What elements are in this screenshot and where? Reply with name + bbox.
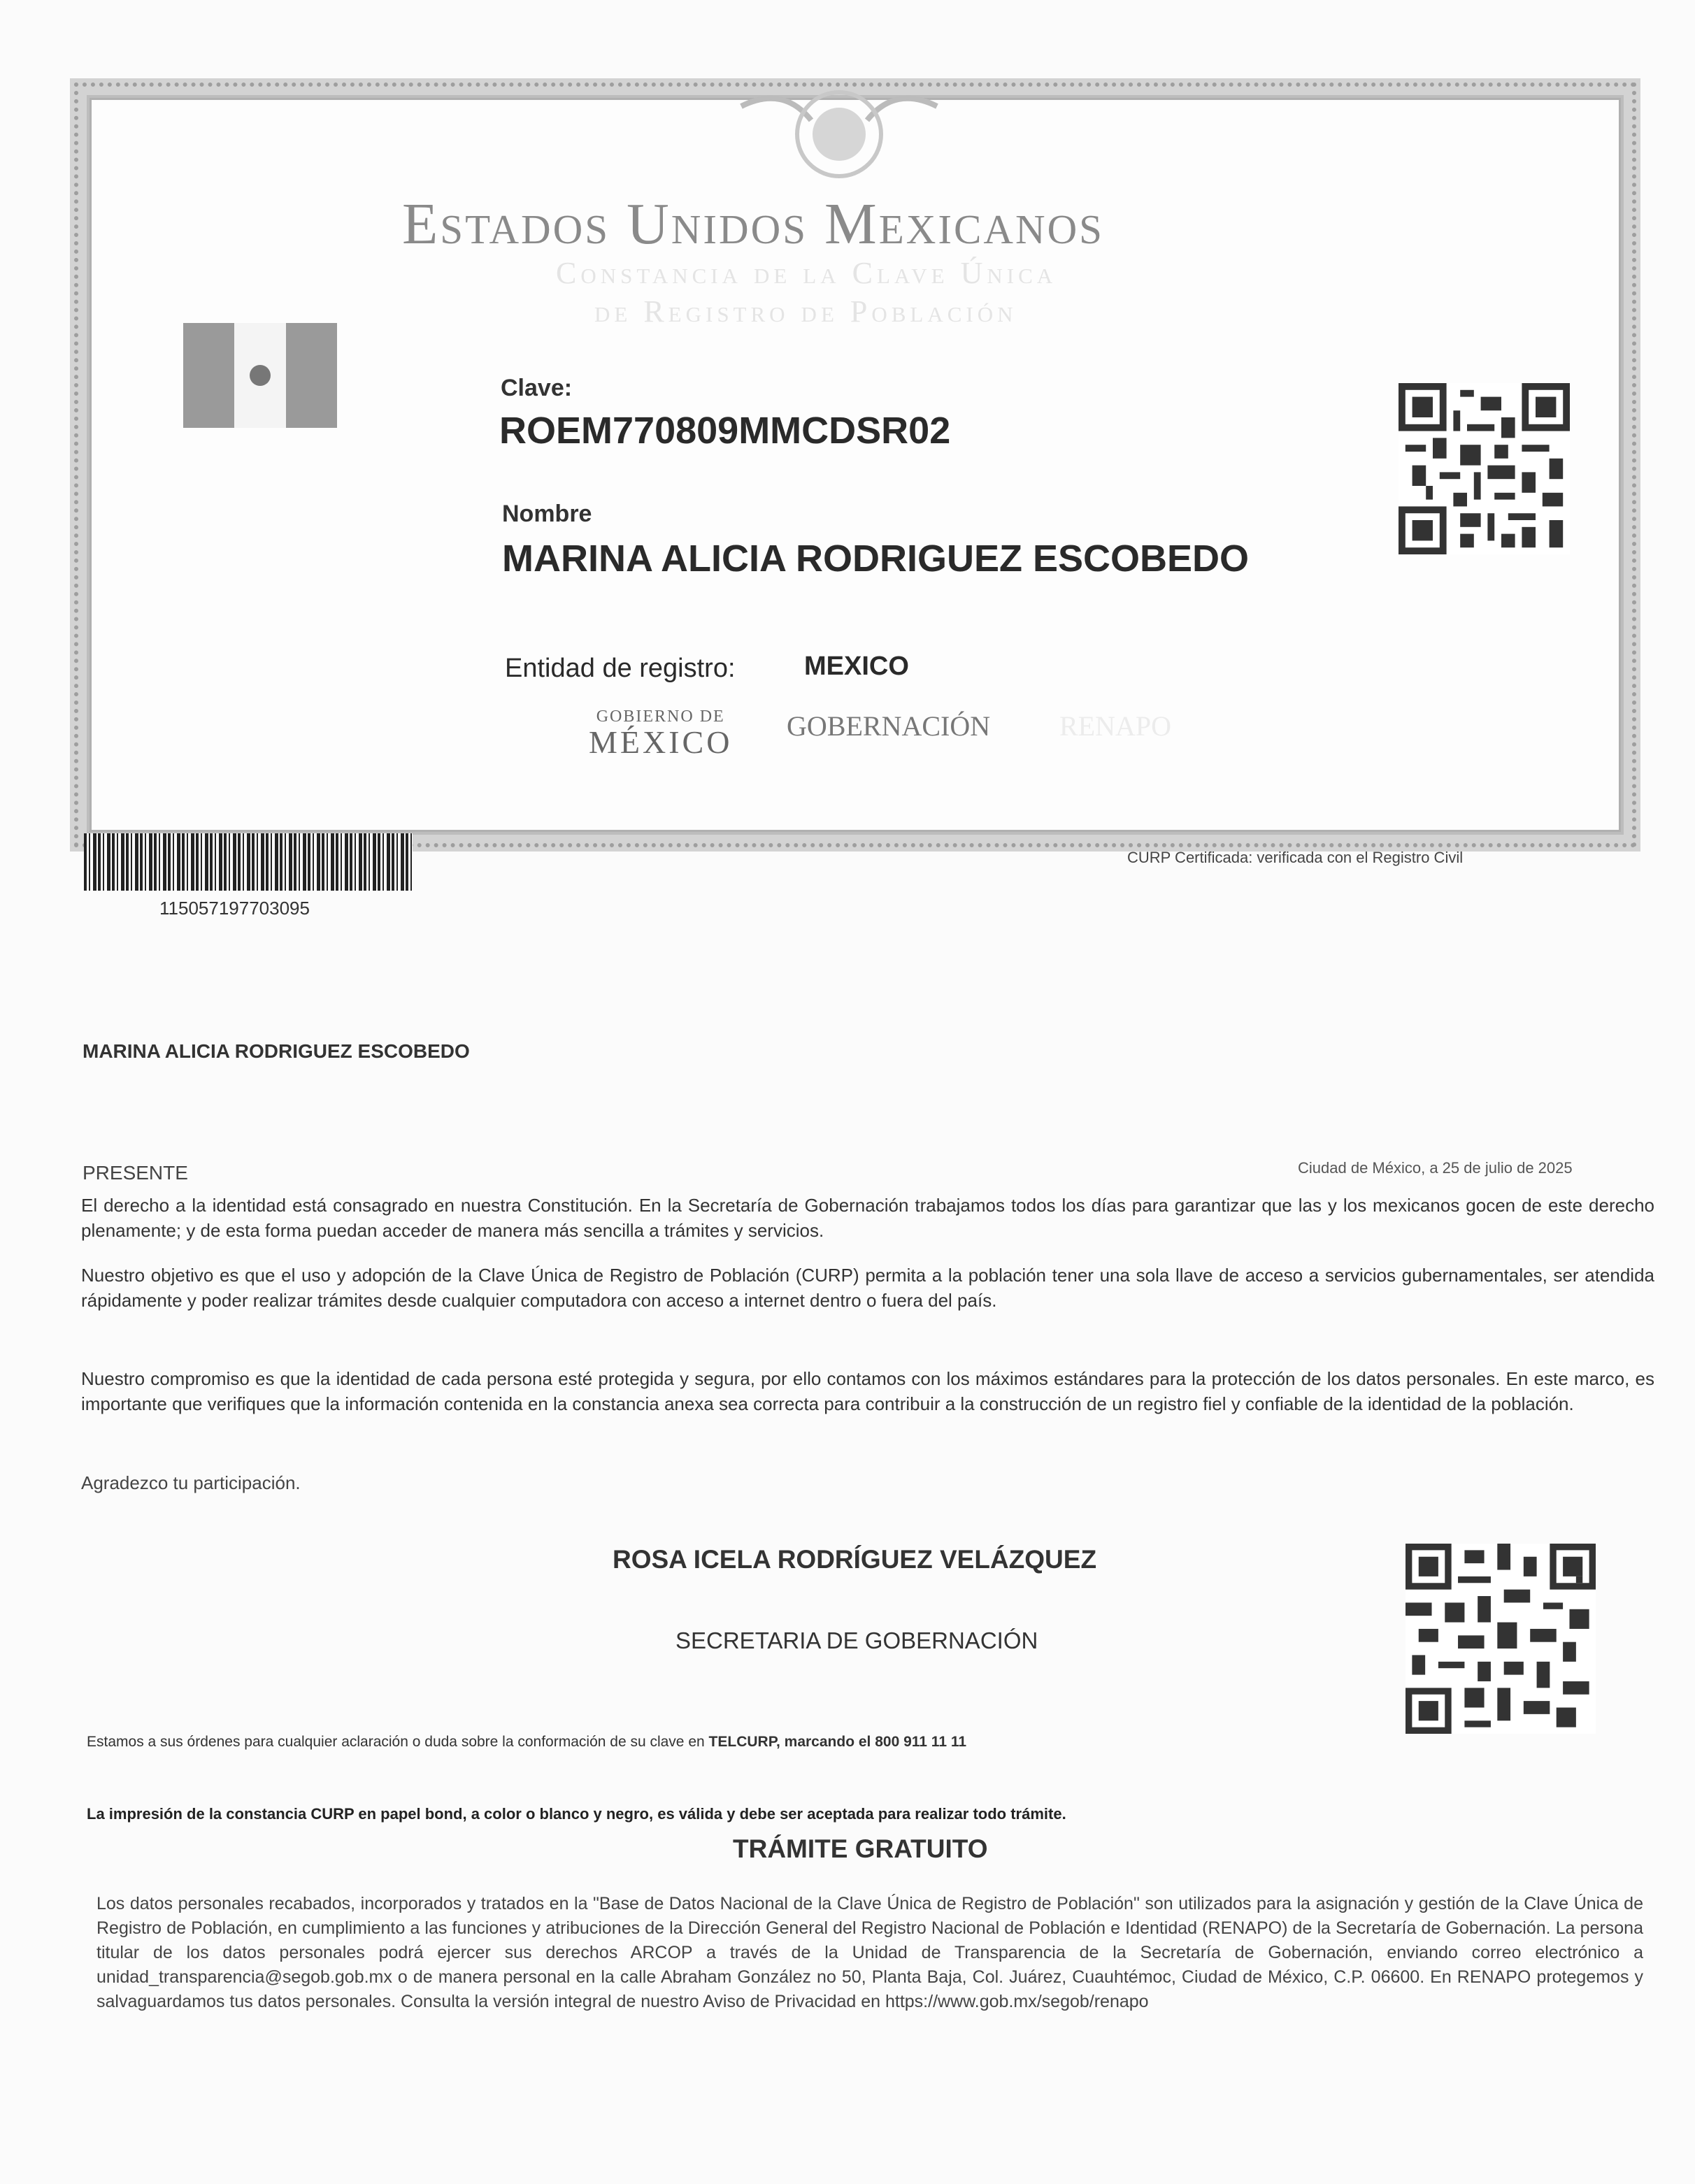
signer-title: SECRETARIA DE GOBERNACIÓN bbox=[675, 1628, 1038, 1653]
signer-name: ROSA ICELA RODRÍGUEZ VELÁZQUEZ bbox=[613, 1545, 1097, 1574]
coat-of-arms-icon bbox=[727, 78, 951, 190]
nombre-label: Nombre bbox=[502, 501, 592, 527]
certificate-subtitle-1: Constancia de la Clave Única bbox=[556, 256, 1057, 290]
paragraph-identity: El derecho a la identidad está consagrado en nuestra Constitución. En la Secretaría de Gobernación trabajamos todos los días para garantizar que las y los mexicanos gocen de este derecho plenamente; y de esta forma puedan acceder de manera más sencilla a trámites y servicios. bbox=[81, 1195, 1654, 1241]
barcode-number: 115057197703095 bbox=[159, 898, 310, 919]
letter-date: Ciudad de México, a 25 de julio de 2025 bbox=[1298, 1159, 1573, 1177]
validity-note: La impresión de la constancia CURP en papel bond, a color o blanco y negro, es válida y debe ser aceptada para realizar todo trámite. bbox=[87, 1805, 1066, 1823]
telcurp-prefix: Estamos a sus órdenes para cualquier aclaración o duda sobre la conformación de su clave en bbox=[87, 1734, 709, 1750]
certificate-title: Estados Unidos Mexicanos bbox=[402, 192, 1104, 257]
presente-label: PRESENTE bbox=[83, 1162, 188, 1184]
gov-logo-line1: GOBIERNO DE bbox=[596, 707, 725, 726]
entidad-value: MEXICO bbox=[804, 652, 909, 681]
clave-value: ROEM770809MMCDSR02 bbox=[499, 410, 951, 452]
telcurp-note bbox=[87, 1734, 966, 1751]
gobernacion-logo: GOBERNACIÓN bbox=[787, 710, 991, 742]
gobierno-de-mexico-logo bbox=[589, 707, 732, 759]
qr-code-certificate bbox=[1399, 383, 1570, 554]
gov-logo-line2: MÉXICO bbox=[589, 724, 733, 760]
barcode bbox=[84, 833, 413, 891]
certificate-subtitle-2: de Registro de Población bbox=[594, 294, 1017, 329]
tramite-gratuito: TRÁMITE GRATUITO bbox=[733, 1834, 988, 1863]
telcurp-number: TELCURP, marcando el 800 911 11 11 bbox=[708, 1734, 967, 1750]
paragraph-commitment: Nuestro compromiso es que la identidad de cada persona esté protegida y segura, por ello contamos con los máximos estándares para la protección de los datos personales. En este marco, es importante que verifiques que la información contenida en la constancia anexa sea correcta para contribuir a la construcción de un registro fiel y confiable de la identidad de la población. bbox=[81, 1368, 1654, 1414]
renapo-logo: RENAPO bbox=[1059, 710, 1172, 742]
qr-code-signature bbox=[1406, 1544, 1596, 1734]
clave-label: Clave: bbox=[501, 375, 573, 401]
nombre-value: MARINA ALICIA RODRIGUEZ ESCOBEDO bbox=[502, 538, 1250, 580]
privacy-notice: Los datos personales recabados, incorporados y tratados en la "Base de Datos Nacional de la Clave Única de Registro de Población" son utilizados para la asignación y gestión de la Clave Única de Registro de Población, en cumplimiento a las funciones y atribuciones de la Dirección General del Registro Nacional de Población e Identidad (RENAPO) de la Secretaría de Gobernación. La persona titular de los datos personales podrá ejercer sus derechos ARCOP a través de la Unidad de Transparencia de la Secretaría de Gobernación, enviando correo electrónico a unidad_transparencia@segob.gob.mx o de manera personal en la calle Abraham González no 50, Planta Baja, Col. Juárez, Cuauhtémoc, Ciudad de México, C.P. 06600. En RENAPO protegemos y salvaguardamos tus datos personales. Consulta la versión integral de nuestro Aviso de Privacidad en https://www.gob.mx/segob/renapo bbox=[96, 1894, 1643, 2011]
paragraph-objective: Nuestro objetivo es que el uso y adopción de la Clave Única de Registro de Población (CURP) permita a la población tener una sola llave de acceso a servicios gubernamentales, ser atendida rápidamente y poder realizar trámites desde cualquier computadora con acceso a internet dentro o fuera del país. bbox=[81, 1265, 1654, 1311]
curp-certificada-note: CURP Certificada: verificada con el Registro Civil bbox=[1127, 849, 1464, 866]
letter-recipient: MARINA ALICIA RODRIGUEZ ESCOBEDO bbox=[83, 1040, 470, 1062]
entidad-label: Entidad de registro: bbox=[505, 654, 736, 683]
mexico-flag-icon bbox=[183, 323, 337, 428]
thanks-line: Agradezco tu participación. bbox=[81, 1472, 301, 1493]
